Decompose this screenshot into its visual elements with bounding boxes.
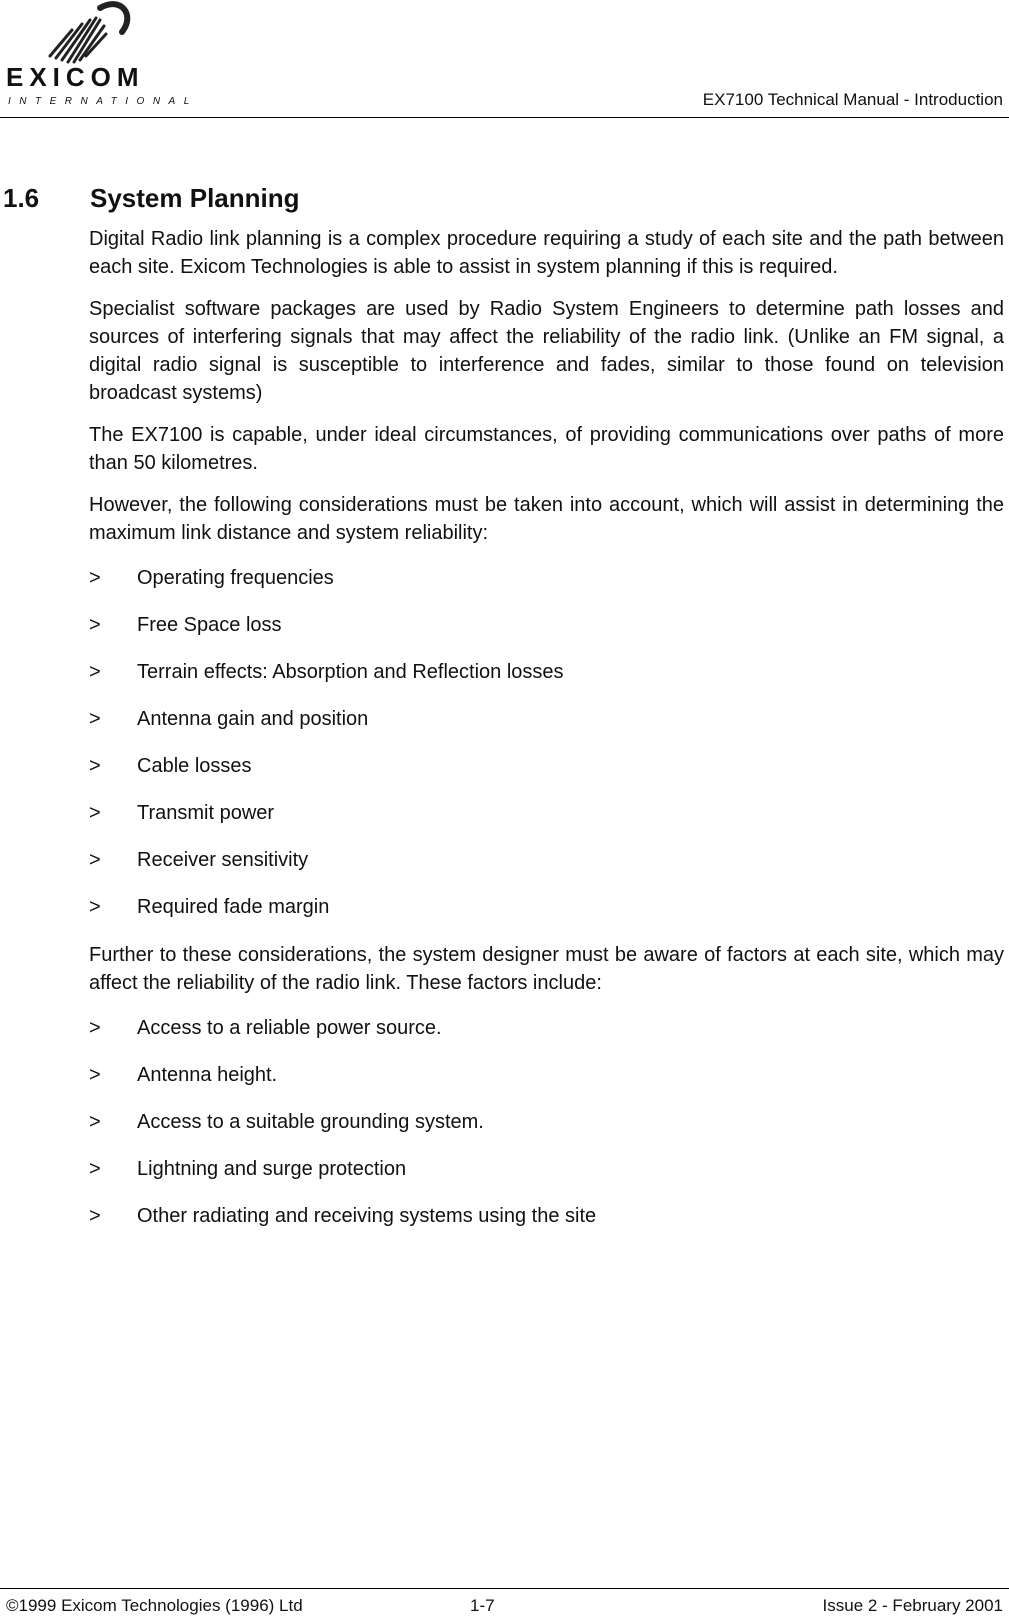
bullet-marker: > [89, 614, 101, 636]
bullet-marker: > [89, 755, 101, 777]
paragraph: Further to these considerations, the system designer must be aware of factors at each site, which may affect the reliability of the radio link. These factors include: [89, 944, 1004, 994]
list-item: > Access to a reliable power source. [89, 1014, 1004, 1042]
bullet-marker: > [89, 802, 101, 824]
list-item: > Other radiating and receiving systems using the site [89, 1202, 1004, 1230]
site-factors-list [89, 1014, 1004, 1230]
section-heading [3, 183, 300, 214]
list-item: > Terrain effects: Absorption and Reflection losses [89, 658, 1004, 686]
bullet-marker: > [89, 896, 101, 918]
list-item: > Operating frequencies [89, 564, 1004, 592]
list-item: > Antenna gain and position [89, 705, 1004, 733]
bullet-marker: > [89, 708, 101, 730]
document-title: EX7100 Technical Manual - Introduction [702, 90, 1003, 109]
svg-text:EXICOM: EXICOM [6, 62, 145, 92]
paragraph: However, the following considerations must be taken into account, which will assist in determining the maximum link distance and system reliability: [89, 494, 1004, 544]
issue-text: Issue 2 - February 2001 [822, 1596, 1003, 1615]
bullet-marker: > [89, 567, 101, 589]
bullet-marker: > [89, 849, 101, 871]
list-item: > Lightning and surge protection [89, 1155, 1004, 1183]
section-title: System Planning [90, 183, 300, 213]
paragraph: Specialist software packages are used by Radio System Engineers to determine path losses and sources of interfering signals that may affect the reliability of the radio link. (Unlike an FM signal, a digital radio signal is susceptible to interference and fades, similar to those found on television broadcast systems) [89, 298, 1004, 404]
list-item: > Access to a suitable grounding system. [89, 1108, 1004, 1136]
considerations-list [89, 564, 1004, 921]
bullet-marker: > [89, 1158, 101, 1180]
bullet-marker: > [89, 1064, 101, 1086]
list-item: > Cable losses [89, 752, 1004, 780]
bullet-marker: > [89, 1017, 101, 1039]
list-item: > Free Space loss [89, 611, 1004, 639]
body-content [89, 225, 1004, 1250]
paragraph: Digital Radio link planning is a complex procedure requiring a study of each site and the path between each site. Exicom Technologies is able to assist in system planning if this is required. [89, 228, 1004, 278]
page-header [0, 0, 1009, 118]
copyright-text: ©1999 Exicom Technologies (1996) Ltd [6, 1596, 303, 1615]
section-number: 1.6 [3, 183, 40, 213]
svg-text:INTERNATIONAL: INTERNATIONAL [8, 96, 198, 107]
footer-divider [0, 1588, 1009, 1589]
list-item: > Transmit power [89, 799, 1004, 827]
page-number: 1-7 [470, 1596, 495, 1615]
bullet-marker: > [89, 661, 101, 683]
exicom-logo [2, 0, 198, 110]
list-item: > Required fade margin [89, 893, 1004, 921]
bullet-marker: > [89, 1205, 101, 1227]
header-divider [0, 117, 1009, 118]
list-item: > Receiver sensitivity [89, 846, 1004, 874]
bullet-marker: > [89, 1111, 101, 1133]
paragraph: The EX7100 is capable, under ideal circumstances, of providing communications over paths of more than 50 kilometres. [89, 424, 1004, 474]
list-item: > Antenna height. [89, 1061, 1004, 1089]
